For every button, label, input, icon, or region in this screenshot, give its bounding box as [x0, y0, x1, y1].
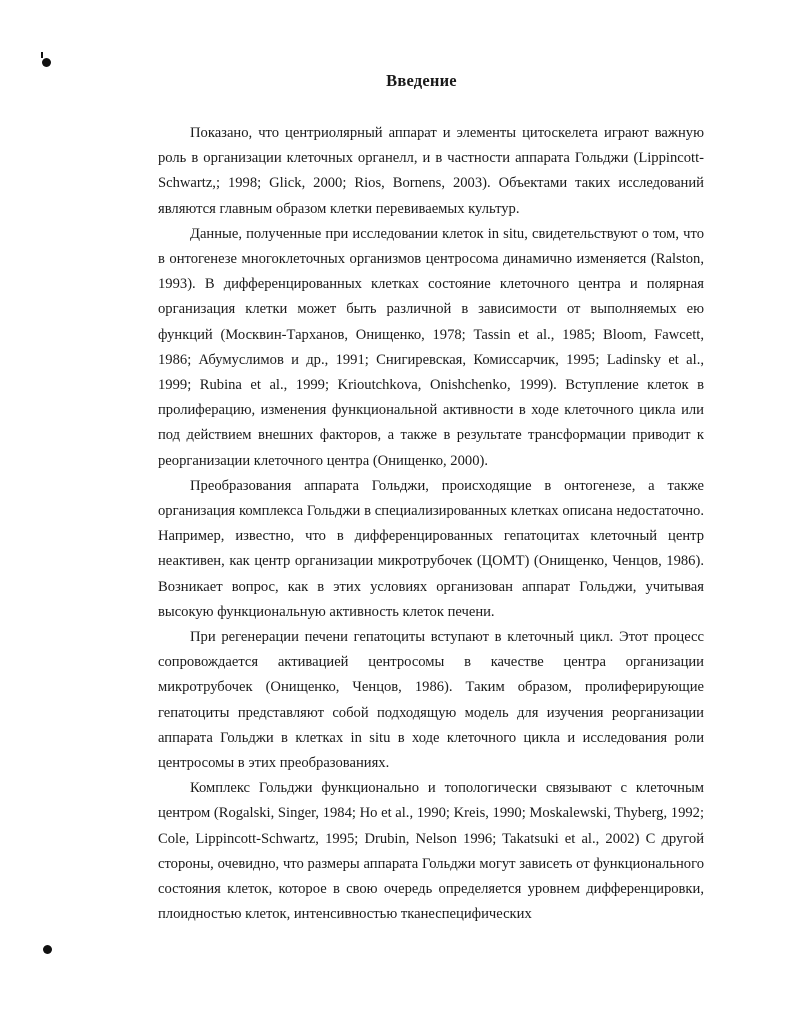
paragraph: Комплекс Гольджи функционально и топологически связывают с клеточным центром (Rogalski, Singer, 1984; Ho et al., 1990; Kreis, 1990; Moskalewski, Thyberg, 1992; Cole, Lippincott-Schwartz, 1995; Drubin, Nelson 1996; Takatsuki et al., 2002) С другой стороны, очевидно, что размеры аппарата Гольджи могут зависеть от функционального состояния клеток, которое в свою очередь определяется уровнем дифференцировки, плоидностью клеток, интенсивностью тканеспецифических: [158, 780, 705, 923]
binding-hole-mark-top: [42, 58, 51, 67]
paragraph: При регенерации печени гепатоциты вступают в клеточный цикл. Этот процесс сопровождается активацией центросомы в качестве центра организации микротрубочек (Онищенко, Ченцов, 1986). Таким образом, пролиферирующие гепатоциты представляют собой подходящую модель для изучения реорганизации аппарата Гольджи в клетках in situ в ходе клеточного цикла и исследования роли центросомы в этих преобразованиях.: [158, 629, 704, 772]
paragraph: Данные, полученные при исследовании клеток in situ, свидетельствуют о том, что в онтогенезе многоклеточных организмов центросома динамично изменяется (Ralston, 1993). В дифференцированных клетках состояние клеточного центра и полярная организация клетки может быть различной в зависимости от выполняемых ею функций (Москвин-Тарханов, Онищенко, 1978; Tassin et al., 1985; Bloom, Fawcett, 1986; Абумуслимов и др., 1991; Снигиревская, Комиссарчик, 1995; Ladinsky et al., 1999; Rubina et al., 1999; Krioutchkova, Onishchenko, 1999). Вступление клеток в пролиферацию, изменения функциональной активности в ходе клеточного цикла или под действием внешних факторов, а также в результате трансформации приводит к реорганизации клеточного центра (Онищенко, 2000).: [158, 225, 704, 469]
paragraph: Показано, что центриолярный аппарат и элементы цитоскелета играют важную роль в организации клеточных органелл, и в частности аппарата Гольджи (Lippincott-Schwartz,; 1998; Glick, 2000; Rios, Bornens, 2003). Объектами таких исследований являются главным образом клетки перевиваемых культур.: [158, 125, 704, 217]
section-title: Введение: [386, 71, 457, 90]
binding-hole-mark-bottom: [43, 945, 52, 954]
paragraph: Преобразования аппарата Гольджи, происходящие в онтогенезе, а также организация комплекса Гольджи в специализированных клетках описана недостаточно. Например, известно, что в дифференцированных гепатоцитах клеточный центр неактивен, как центр организации микротрубочек (ЦОМТ) (Онищенко, Ченцов, 1986). Возникает вопрос, как в этих условиях организован аппарат Гольджи, учитывая высокую функциональную активность клеток печени.: [158, 477, 704, 620]
body-text: [158, 121, 704, 928]
